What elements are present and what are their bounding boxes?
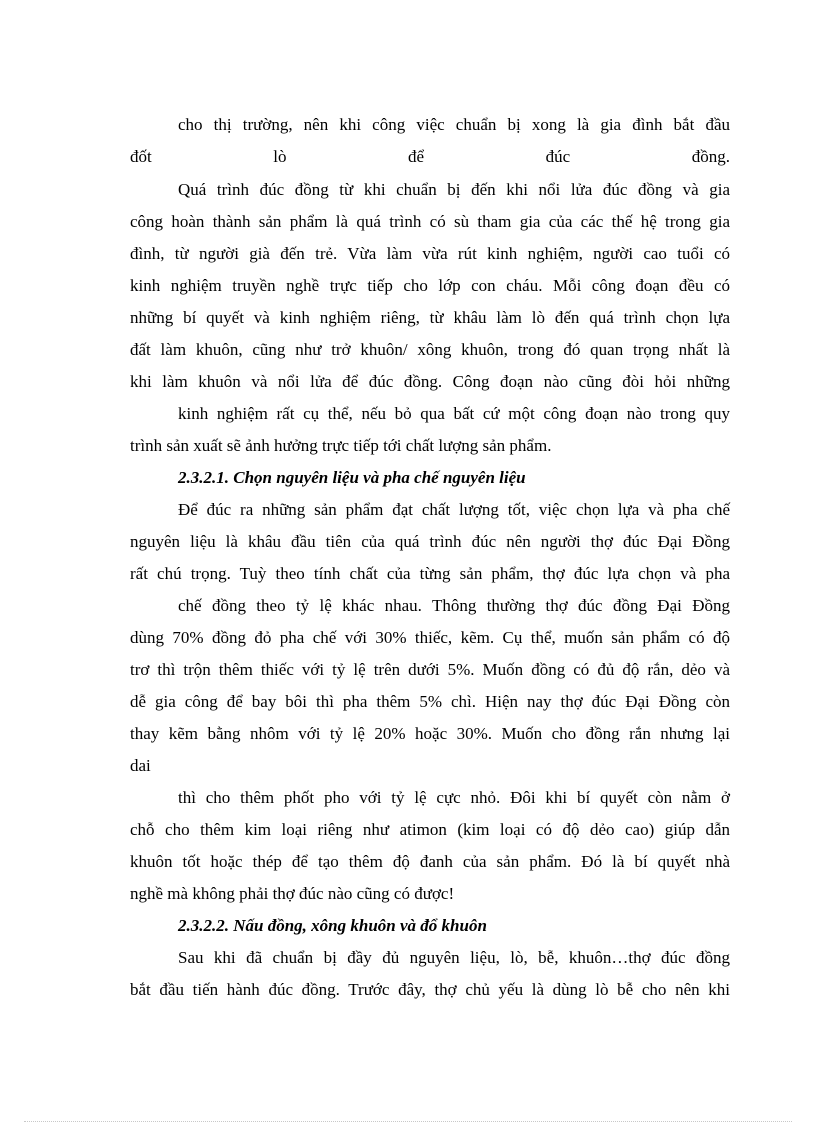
text-line: khi làm khuôn và nổi lửa để đúc đồng. Công đoạn nào cũng đòi hỏi những xyxy=(130,372,730,391)
text-line: khuôn tốt hoặc thép để tạo thêm độ đanh của sản phẩm. Đó là bí quyết nhà xyxy=(130,852,730,871)
text-line: dễ gia công để bay bôi thì pha thêm 5% chì. Hiện nay thợ đúc Đại Đồng còn xyxy=(130,692,730,711)
text-line: bắt đầu tiến hành đúc đồng. Trước đây, thợ chủ yếu là dùng lò bễ cho nên khi xyxy=(130,980,730,999)
text-line: Quá trình đúc đồng từ khi chuẩn bị đến khi nổi lửa đúc đồng và gia xyxy=(178,180,730,199)
text-line: nguyên liệu là khâu đầu tiên của quá trình đúc nên người thợ đúc Đại Đồng xyxy=(130,532,730,551)
text-line: dai xyxy=(130,756,151,775)
text-line: thì cho thêm phốt pho với tỷ lệ cực nhỏ. Đôi khi bí quyết còn nằm ở xyxy=(178,788,730,807)
text-line: nghề mà không phải thợ đúc nào cũng có được! xyxy=(130,884,455,903)
text-line: những bí quyết và kinh nghiệm riêng, từ khâu làm lò đến quá trình chọn lựa xyxy=(130,308,730,327)
text-line: cho thị trường, nên khi công việc chuẩn bị xong là gia đình bắt đầu xyxy=(178,115,730,134)
text-line: rất chú trọng. Tuỳ theo tính chất của từng sản phẩm, thợ đúc lựa chọn và pha xyxy=(130,564,730,583)
text-line: chỗ cho thêm kim loại riêng như atimon (kim loại có độ dẻo cao) giúp dẫn xyxy=(130,820,730,839)
text-line: trình sản xuất sẽ ảnh hưởng trực tiếp tới chất lượng sản phẩm. xyxy=(130,436,552,455)
text-line: thay kẽm bằng nhôm với tỷ lệ 20% hoặc 30%. Muốn cho đồng rắn nhưng lại xyxy=(130,724,730,743)
text-line: kinh nghiệm truyền nghề trực tiếp cho lớp con cháu. Mỗi công đoạn đều có xyxy=(130,276,730,295)
page-bottom-divider xyxy=(24,1121,792,1122)
section-heading: 2.3.2.2. Nấu đồng, xông khuôn và đổ khuôn xyxy=(178,916,487,935)
text-line: đình, từ người già đến trẻ. Vừa làm vừa rút kinh nghiệm, người cao tuổi có xyxy=(130,244,730,263)
text-line: kinh nghiệm rất cụ thể, nếu bỏ qua bất cứ một công đoạn nào trong quy xyxy=(178,404,730,423)
text-line: đốt lò để đúc đồng. xyxy=(130,147,730,166)
text-line: Để đúc ra những sản phẩm đạt chất lượng tốt, việc chọn lựa và pha chế xyxy=(178,500,730,519)
text-line: công hoàn thành sản phẩm là quá trình có sù tham gia của các thế hệ trong gia xyxy=(130,212,730,231)
text-line: Sau khi đã chuẩn bị đầy đủ nguyên liệu, lò, bễ, khuôn…thợ đúc đồng xyxy=(178,948,730,967)
text-line: đất làm khuôn, cũng như trở khuôn/ xông khuôn, trong đó quan trọng nhất là xyxy=(130,340,730,359)
section-heading: 2.3.2.1. Chọn nguyên liệu và pha chế nguyên liệu xyxy=(178,468,526,487)
text-line: dùng 70% đồng đỏ pha chế với 30% thiếc, kẽm. Cụ thể, muốn sản phẩm có độ xyxy=(130,628,730,647)
text-line: trơ thì trộn thêm thiếc với tỷ lệ trên dưới 5%. Muốn đồng có đủ độ rắn, dẻo và xyxy=(130,660,730,679)
text-line: chế đồng theo tỷ lệ khác nhau. Thông thường thợ đúc đồng Đại Đồng xyxy=(178,596,730,615)
